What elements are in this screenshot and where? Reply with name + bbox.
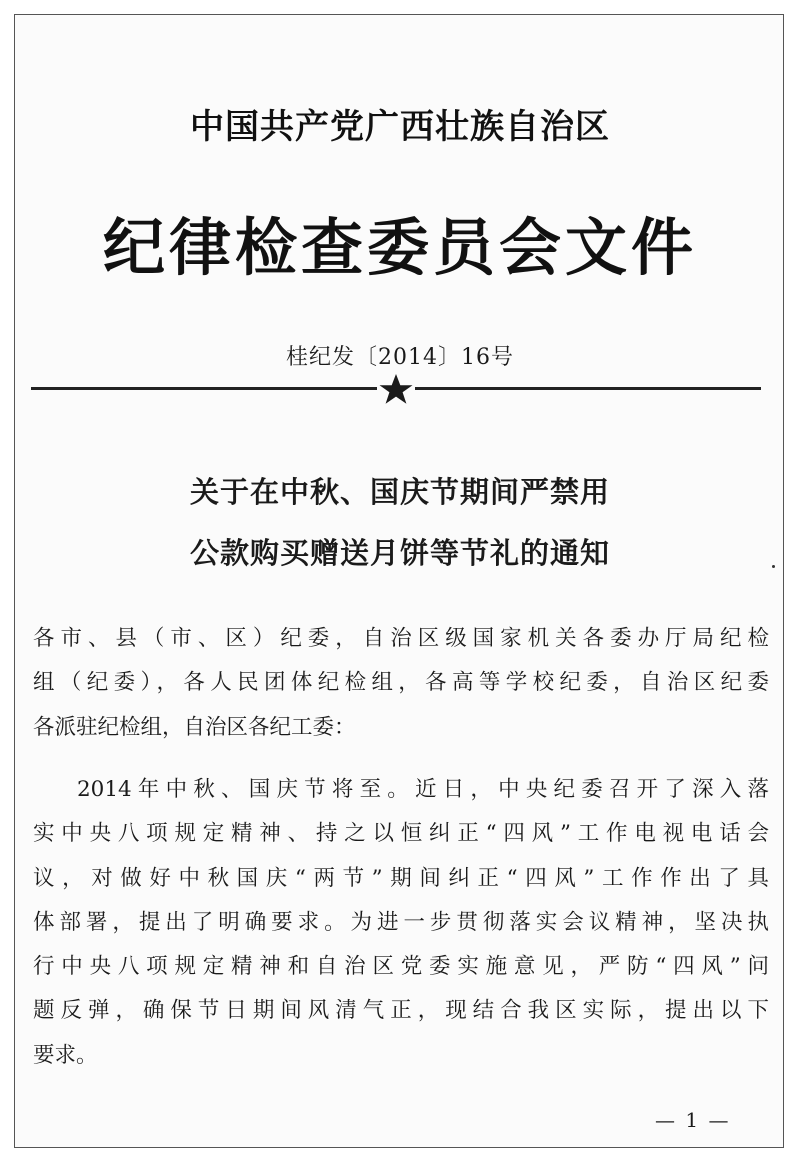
page-number: — 1 —	[655, 1108, 731, 1132]
addressee-line: 各市、县（市、区）纪委，自治区级国家机关各委办厅局纪检	[33, 626, 769, 651]
document-header-title: 纪律检查委员会文件	[102, 211, 697, 284]
addressee-line: 各派驻纪检组，自治区各纪工委：	[33, 714, 356, 740]
addressee-block	[33, 617, 769, 750]
document-page	[14, 14, 784, 1148]
addressee-line: 组（纪委），各人民团体纪检组，各高等学校纪委，自治区纪委	[33, 670, 769, 696]
body-paragraph	[33, 768, 769, 1078]
issuer-name: 中国共产党广西壮族自治区	[190, 107, 610, 147]
header-rule-right	[415, 387, 761, 390]
paragraph-line: 题反弹，确保节日期间风清气正，现结合我区实际，提出以下	[33, 998, 769, 1024]
paragraph-line: 行中央八项规定精神和自治区党委实施意见，严防“四风”问	[33, 954, 769, 980]
paragraph-line: 实中央八项规定精神、持之以恒纠正“四风”工作电视电话会	[33, 821, 769, 847]
header-rule-left	[31, 387, 377, 390]
star-icon	[377, 373, 415, 405]
notice-title-line1: 关于在中秋、国庆节期间严禁用	[189, 475, 610, 509]
paragraph-line: 体部署，提出了明确要求。为进一步贯彻落实会议精神，坚决执	[33, 909, 769, 935]
paragraph-line: 要求。	[33, 1042, 98, 1068]
notice-title-line2: 公款购买赠送月饼等节礼的通知	[189, 536, 610, 570]
document-number: 桂纪发〔2014〕16号	[286, 345, 514, 370]
paragraph-line: 议，对做好中秋国庆“两节”期间纠正“四风”工作作出了具	[33, 865, 769, 891]
scan-speck	[772, 565, 775, 568]
paragraph-line: 2014年中秋、国庆节将至。近日，中央纪委召开了深入落	[77, 777, 769, 802]
